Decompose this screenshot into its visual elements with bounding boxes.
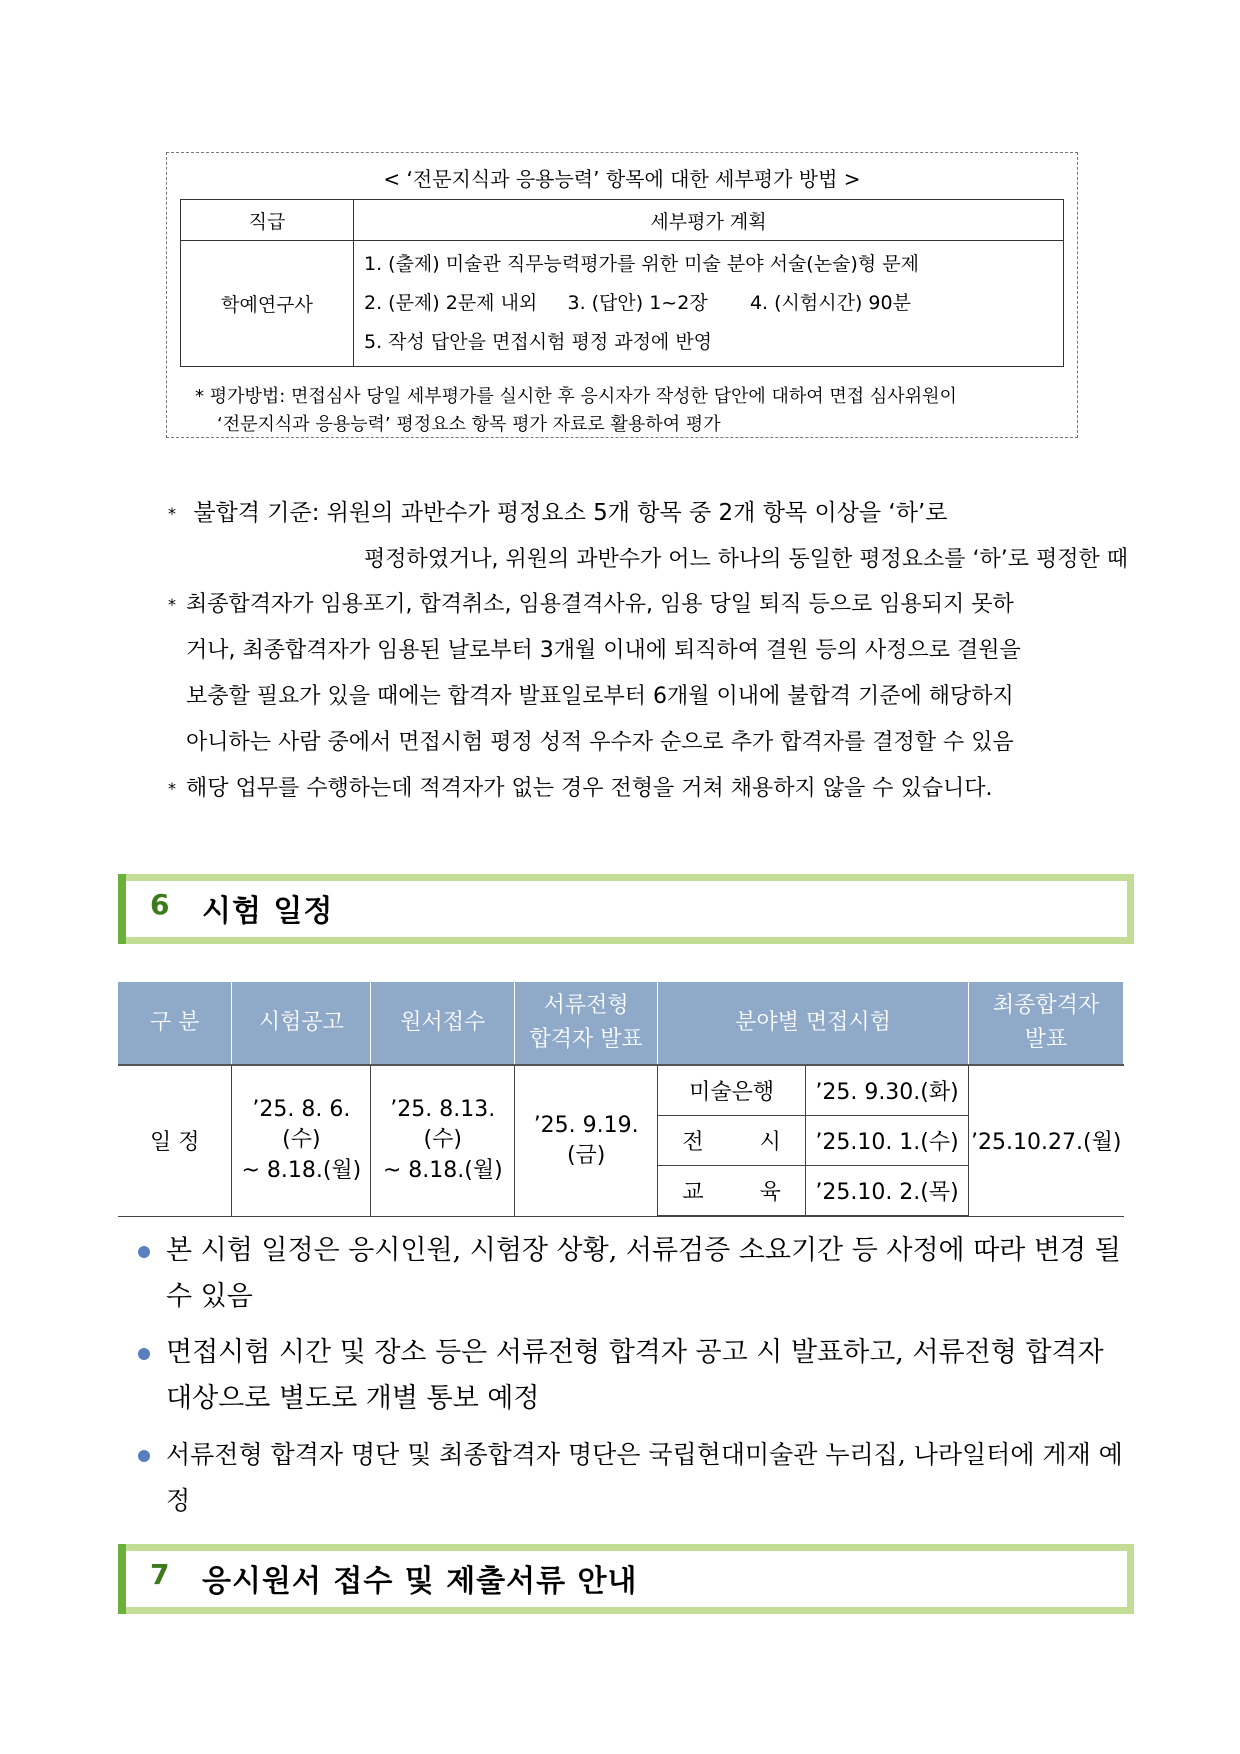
plan-cell [354,241,1064,367]
asterisk: * [168,503,176,523]
header-final: 최종합격자 발표 [968,982,1123,1065]
interview-field: 교 육 [658,1166,806,1217]
note-line: * 평가방법: 면접심사 당일 세부평가를 실시한 후 응시자가 작성한 답안에 대하여 면접 심사위원이 [195,386,957,407]
final-date: ’25.10.27.(월) [968,1065,1123,1216]
doc-result-date: ’25. 9.19.(금) [515,1065,658,1216]
interview-date: ’25.10. 1.(수) [806,1116,969,1166]
fail-line: 평정하였거나, 위원의 과반수가 어느 하나의 동일한 평정요소를 ‘하’로 평정한 때 [364,546,1128,572]
extra-line: 보충할 필요가 있을 때에는 합격자 발표일로부터 6개월 이내에 불합격 기준에 해당하지 [186,684,1014,709]
application-date: ’25. 8.13.(수) ~ 8.18.(월) [371,1065,515,1216]
section-header-6 [118,874,1134,944]
plan-line: 1. (출제) 미술관 직무능력평가를 위한 미술 분야 서술(논술)형 문제 [364,253,919,275]
bullet-icon [138,1450,150,1462]
schedule-notes [136,1228,1131,1534]
header-notice: 시험공고 [232,982,371,1065]
header-interview: 분야별 면접시험 [658,982,969,1065]
section-header-7 [118,1544,1134,1614]
plan-line: 5. 작성 답안을 면접시험 평정 과정에 반영 [364,331,713,353]
header-category: 구 분 [118,982,232,1065]
notice-date: ’25. 8. 6.(수) ~ 8.18.(월) [232,1065,371,1216]
schedule-row [118,1065,1124,1116]
section-number: 7 [150,1558,170,1591]
evaluation-title: < ‘전문지식과 응용능력’ 항목에 대한 세부평가 방법 > [383,167,861,191]
schedule-table [118,982,1124,1217]
header-application: 원서접수 [371,982,515,1065]
interview-date: ’25.10. 2.(목) [806,1166,969,1217]
list-item: 본 시험 일정은 응시인원, 시험장 상황, 서류검증 소요기간 등 사정에 따라 변경 될 수 있음 [136,1228,1131,1320]
evaluation-method-box [166,152,1078,438]
plan-line: 2. (문제) 2문제 내외 3. (답안) 1~2장 4. (시험시간) 90분 [364,292,911,314]
section-number: 6 [150,888,170,921]
bullet-icon [138,1246,150,1258]
evaluation-table [180,199,1064,367]
plan-header: 세부평가 계획 [354,200,1064,241]
header-doc-result: 서류전형 합격자 발표 [515,982,658,1065]
list-item: 면접시험 시간 및 장소 등은 서류전형 합격자 공고 시 발표하고, 서류전형 합격자 대상으로 별도로 개별 통보 예정 [136,1330,1131,1422]
asterisk: * [168,779,176,798]
fail-line: * 불합격 기준: 위원의 과반수가 평정요소 5개 항목 중 2개 항목 이상을 ‘하’로 [168,490,1128,537]
interview-field: 전 시 [658,1116,806,1166]
extra-line: 거나, 최종합격자가 임용된 날로부터 3개월 이내에 퇴직하여 결원 등의 사정으로 결원을 [186,638,1021,663]
extra-line: * 최종합격자가 임용포기, 합격취소, 임용결격사유, 임용 당일 퇴직 등으로 임용되지 못하 [168,582,1128,628]
role-cell: 학예연구사 [181,241,354,367]
nohire-line: * 해당 업무를 수행하는데 적격자가 없는 경우 전형을 거쳐 채용하지 않을 수 있습니다. [168,766,1128,812]
asterisk: * [168,595,176,614]
evaluation-note [195,383,957,439]
section-title: 시험 일정 [202,894,334,929]
role-header: 직급 [181,200,354,241]
interview-date: ’25. 9.30.(화) [806,1065,969,1116]
schedule-header-row [118,982,1124,1065]
extra-line: 아니하는 사람 중에서 면접시험 평정 성적 우수자 순으로 추가 합격자를 결정할 수 있음 [186,730,1014,755]
section-title: 응시원서 접수 및 제출서류 안내 [202,1564,638,1599]
row-label: 일 정 [118,1065,232,1216]
bullet-icon [138,1348,150,1360]
fail-criteria [168,490,1128,583]
extra-hire-criteria [168,582,1128,812]
note-line: ‘전문지식과 응용능력’ 평정요소 항목 평가 자료로 활용하여 평가 [217,414,721,435]
list-item: 서류전형 합격자 명단 및 최종합격자 명단은 국립현대미술관 누리집, 나라일터에 게재 예정 [136,1432,1131,1524]
interview-field: 미술은행 [658,1065,806,1116]
